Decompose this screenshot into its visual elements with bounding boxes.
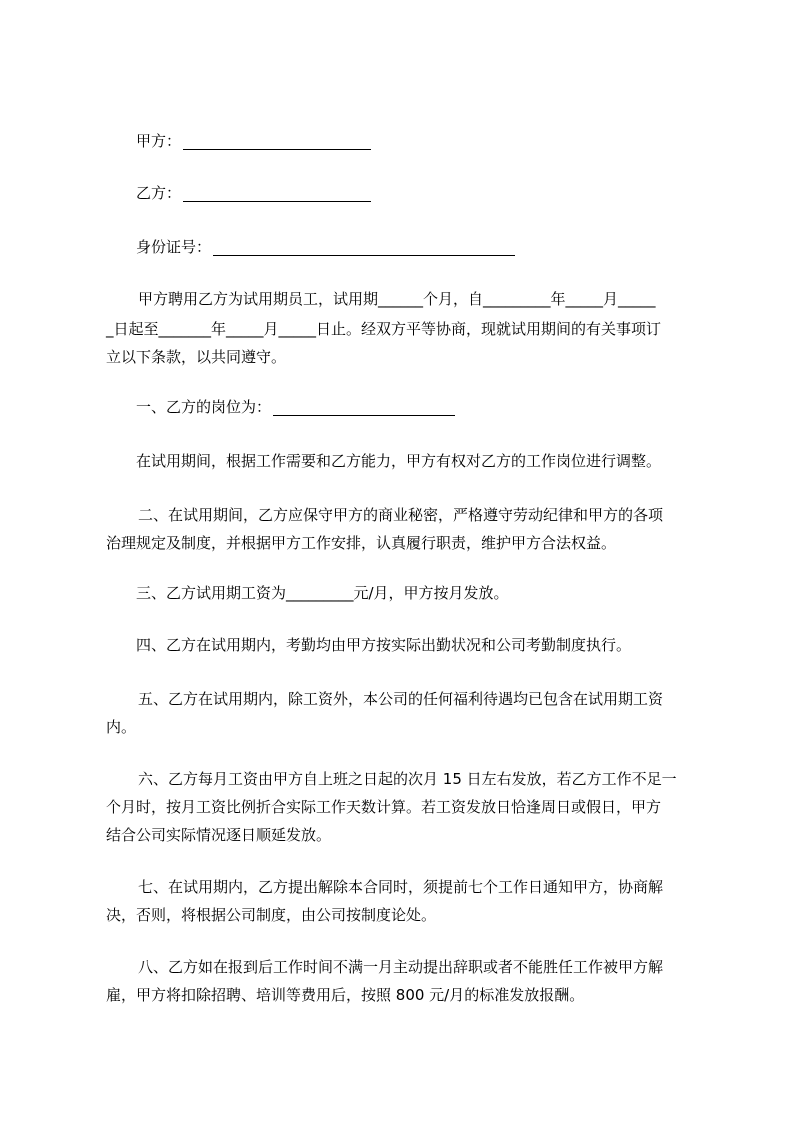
intro-line-2: _日起至_______年_____月_____日止。经双方平等协商，现就试用期间的有关事项订	[106, 320, 662, 338]
clause-1-label: 一、乙方的岗位为：	[136, 398, 272, 416]
party-a-blank[interactable]	[183, 135, 371, 150]
clause-4: 四、乙方在试用期内，考勤均由甲方按实际出勤状况和公司考勤制度执行。	[136, 636, 632, 654]
party-b-label: 乙方：	[136, 184, 182, 202]
clause-7-line-1: 七、在试用期内，乙方提出解除本合同时，须提前七个工作日通知甲方，协商解	[138, 878, 664, 896]
clause-7-line-2: 决，否则，将根据公司制度，由公司按制度论处。	[106, 906, 437, 924]
clause-3: 三、乙方试用期工资为_________元/月，甲方按月发放。	[136, 584, 509, 602]
id-number-field	[136, 238, 515, 256]
party-a-field	[136, 132, 371, 150]
clause-2-line-2: 治理规定及制度，并根据甲方工作安排，认真履行职责，维护甲方合法权益。	[106, 534, 617, 552]
clause-5-line-1: 五、乙方在试用期内，除工资外，本公司的任何福利待遇均已包含在试用期工资	[138, 690, 664, 708]
party-a-label: 甲方：	[136, 132, 182, 150]
clause-6-line-2: 个月时，按月工资比例折合实际工作天数计算。若工资发放日恰逢周日或假日，甲方	[106, 798, 662, 816]
clause-8-line-2: 雇，甲方将扣除招聘、培训等费用后，按照 800 元/月的标准发放报酬。	[106, 986, 585, 1004]
position-blank[interactable]	[273, 401, 455, 416]
clause-5-line-2: 内。	[106, 718, 137, 736]
clause-2-line-1: 二、在试用期间，乙方应保守甲方的商业秘密，严格遵守劳动纪律和甲方的各项	[138, 506, 664, 524]
clause-6-line-3: 结合公司实际情况逐日顺延发放。	[106, 826, 332, 844]
intro-line-3: 立以下条款，以共同遵守。	[106, 348, 287, 366]
id-number-blank[interactable]	[213, 241, 515, 256]
clause-6-line-1: 六、乙方每月工资由甲方自上班之日起的次月 15 日左右发放，若乙方工作不足一	[138, 770, 677, 788]
clause-8-line-1: 八、乙方如在报到后工作时间不满一月主动提出辞职或者不能胜任工作被甲方解	[138, 958, 664, 976]
id-number-label: 身份证号：	[136, 238, 212, 256]
clause-1-position	[136, 398, 455, 416]
party-b-field	[136, 184, 371, 202]
intro-line-1: 甲方聘用乙方为试用期员工，试用期______个月，自_________年_____月_____	[138, 290, 656, 308]
clause-1-note: 在试用期间，根据工作需要和乙方能力，甲方有权对乙方的工作岗位进行调整。	[136, 452, 662, 470]
party-b-blank[interactable]	[183, 187, 371, 202]
